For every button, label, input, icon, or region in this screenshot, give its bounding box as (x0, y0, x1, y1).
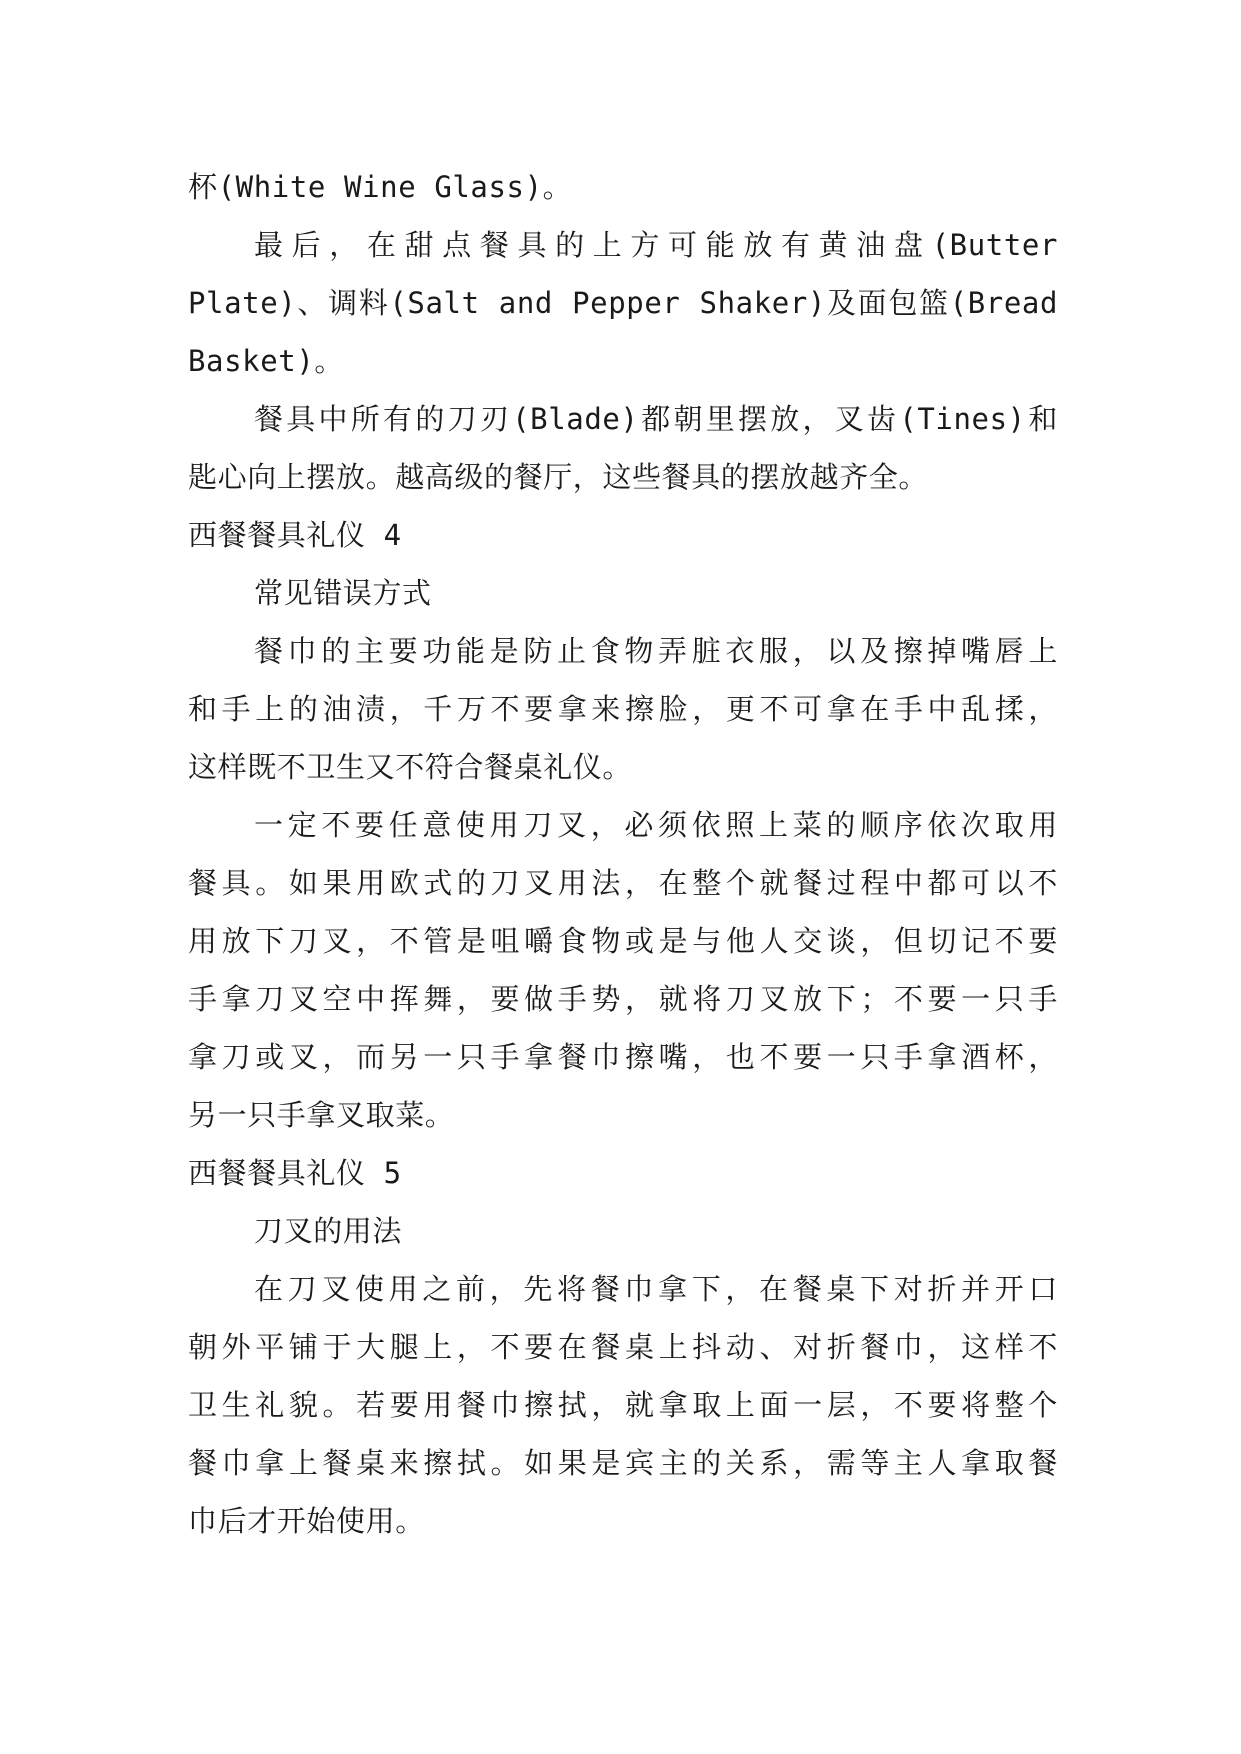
paragraph (188, 622, 1058, 796)
text-line: 手拿刀叉空中挥舞，要做手势，就将刀叉放下；不要一只手 (188, 982, 1058, 1016)
paragraph (188, 796, 1058, 1144)
text-line: 餐具。如果用欧式的刀叉用法，在整个就餐过程中都可以不 (188, 866, 1058, 900)
paragraph (188, 216, 1058, 390)
text-line: 餐巾拿上餐桌来擦拭。如果是宾主的关系，需等主人拿取餐 (188, 1446, 1058, 1480)
paragraph (188, 390, 1058, 506)
text-line: 朝外平铺于大腿上，不要在餐桌上抖动、对折餐巾，这样不 (188, 1330, 1058, 1364)
text-line: Basket)。 (188, 344, 345, 378)
section-subheading: 常见错误方式 (254, 576, 432, 610)
text-line: 餐具中所有的刀刃(Blade)都朝里摆放，叉齿(Tines)和 (254, 402, 1058, 436)
text-line: 巾后才开始使用。 (188, 1504, 425, 1538)
text-line: 杯(White Wine Glass)。 (188, 170, 573, 204)
text-line: 最后，在甜点餐具的上方可能放有黄油盘(Butter (254, 228, 1058, 262)
text-line: 匙心向上摆放。越高级的餐厅，这些餐具的摆放越齐全。 (188, 460, 929, 494)
text-line: 拿刀或叉，而另一只手拿餐巾擦嘴，也不要一只手拿酒杯， (188, 1040, 1058, 1074)
text-line: 餐巾的主要功能是防止食物弄脏衣服，以及擦掉嘴唇上 (254, 634, 1058, 668)
text-line: Plate)、调料(Salt and Pepper Shaker)及面包篮(Bread (188, 286, 1058, 320)
document-page (188, 158, 1058, 1550)
section-heading: 西餐餐具礼仪 5 (188, 1156, 402, 1190)
text-line: 在刀叉使用之前，先将餐巾拿下，在餐桌下对折并开口 (254, 1272, 1058, 1306)
paragraph (188, 1260, 1058, 1550)
text-line: 卫生礼貌。若要用餐巾擦拭，就拿取上面一层，不要将整个 (188, 1388, 1058, 1422)
section-heading: 西餐餐具礼仪 4 (188, 518, 402, 552)
section-subheading: 刀叉的用法 (254, 1214, 403, 1248)
text-line: 用放下刀叉，不管是咀嚼食物或是与他人交谈，但切记不要 (188, 924, 1058, 958)
paragraph (188, 158, 1058, 216)
text-line: 另一只手拿叉取菜。 (188, 1098, 455, 1132)
text-line: 一定不要任意使用刀叉，必须依照上菜的顺序依次取用 (254, 808, 1058, 842)
text-line: 和手上的油渍，千万不要拿来擦脸，更不可拿在手中乱揉， (188, 692, 1058, 726)
text-line: 这样既不卫生又不符合餐桌礼仪。 (188, 750, 633, 784)
